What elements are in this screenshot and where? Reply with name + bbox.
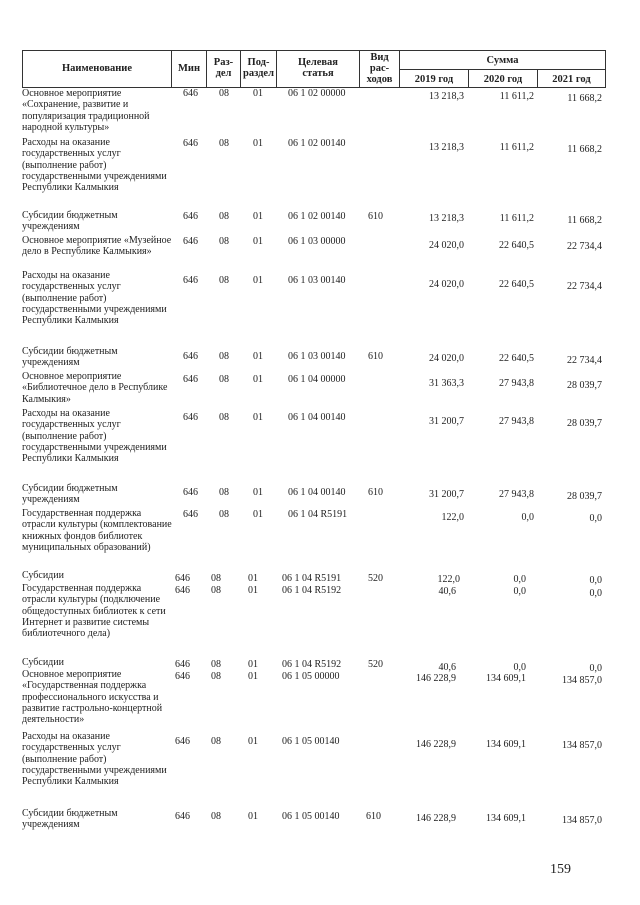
- row-min: 646: [183, 275, 198, 286]
- header-name: Наименование: [62, 63, 132, 74]
- row-podrazdel: 01: [248, 736, 258, 747]
- row-target: 06 1 03 00140: [288, 351, 346, 362]
- row-podrazdel: 01: [248, 659, 258, 670]
- row-sum-2020: 11 611,2: [499, 213, 534, 224]
- row-vid: 610: [368, 351, 383, 362]
- row-podrazdel: 01: [253, 509, 263, 520]
- row-sum-2019: 146 228,9: [416, 813, 456, 824]
- row-podrazdel: 01: [253, 487, 263, 498]
- header-2021: 2021 год: [552, 74, 591, 85]
- header-target: Целевая статья: [298, 57, 338, 79]
- row-sum-2019: 24 020,0: [429, 279, 464, 290]
- row-target: 06 1 03 00000: [288, 236, 346, 247]
- row-name: Расходы на оказание государственных услуг (выполнение работ) государственными учреждениями Республики Калмыкия: [22, 270, 167, 327]
- row-sum-2021: 11 668,2: [567, 93, 602, 104]
- row-name: Государственная поддержка отрасли культуры (подключение общедоступных библиотек к сети Интернет и развитие системы библиотечного дела): [22, 583, 166, 640]
- row-razdel: 08: [219, 412, 229, 423]
- row-sum-2021: 22 734,4: [567, 355, 602, 366]
- row-sum-2021: 22 734,4: [567, 241, 602, 252]
- row-sum-2021: 134 857,0: [562, 815, 602, 826]
- row-vid: 520: [368, 659, 383, 670]
- header-min: Мин: [177, 63, 200, 74]
- row-name: Субсидии: [22, 570, 64, 581]
- row-razdel: 08: [219, 138, 229, 149]
- row-sum-2021: 0,0: [589, 588, 602, 599]
- row-podrazdel: 01: [248, 585, 258, 596]
- row-sum-2019: 146 228,9: [416, 739, 456, 750]
- row-sum-2019: 13 218,3: [429, 213, 464, 224]
- row-target: 06 1 04 R5191: [282, 573, 342, 584]
- row-razdel: 08: [219, 275, 229, 286]
- row-sum-2020: 0,0: [513, 586, 526, 597]
- row-sum-2020: 11 611,2: [499, 91, 534, 102]
- row-razdel: 08: [211, 811, 221, 822]
- row-podrazdel: 01: [253, 88, 263, 99]
- row-name: Расходы на оказание государственных услуг (выполнение работ) государственными учреждениями Республики Калмыкия: [22, 408, 167, 465]
- row-podrazdel: 01: [253, 351, 263, 362]
- row-sum-2020: 22 640,5: [499, 353, 534, 364]
- row-podrazdel: 01: [253, 236, 263, 247]
- row-podrazdel: 01: [253, 374, 263, 385]
- row-sum-2020: 134 609,1: [486, 813, 526, 824]
- row-podrazdel: 01: [253, 275, 263, 286]
- row-min: 646: [175, 573, 190, 584]
- row-sum-2019: 13 218,3: [429, 142, 464, 153]
- row-sum-2021: 134 857,0: [562, 675, 602, 686]
- row-razdel: 08: [219, 236, 229, 247]
- row-min: 646: [183, 236, 198, 247]
- row-razdel: 08: [219, 211, 229, 222]
- row-sum-2019: 31 363,3: [429, 378, 464, 389]
- row-min: 646: [175, 736, 190, 747]
- row-vid: 520: [368, 573, 383, 584]
- row-sum-2020: 22 640,5: [499, 240, 534, 251]
- row-target: 06 1 04 00140: [288, 487, 346, 498]
- row-target: 06 1 02 00140: [288, 138, 346, 149]
- row-vid: 610: [366, 811, 381, 822]
- row-sum-2019: 24 020,0: [429, 240, 464, 251]
- row-name: Субсидии бюджетным учреждениям: [22, 808, 118, 831]
- row-vid: 610: [368, 487, 383, 498]
- row-name: Основное мероприятие «Государственная поддержка профессионального искусства и развитие гастрольно-концертной деятельности»: [22, 669, 163, 726]
- row-name: Субсидии бюджетным учреждениям: [22, 210, 118, 233]
- row-min: 646: [183, 351, 198, 362]
- row-name: Расходы на оказание государственных услуг (выполнение работ) государственными учреждениями Республики Калмыкия: [22, 731, 167, 788]
- row-min: 646: [183, 487, 198, 498]
- row-min: 646: [183, 211, 198, 222]
- row-target: 06 1 02 00140: [288, 211, 346, 222]
- row-target: 06 1 03 00140: [288, 275, 346, 286]
- row-name: Государственная поддержка отрасли культуры (комплектование книжных фондов библиотек муниципальных образований): [22, 508, 172, 553]
- row-name: Основное мероприятие «Сохранение, развитие и популяризация традиционной народной культуры»: [22, 88, 150, 133]
- row-sum-2021: 11 668,2: [567, 144, 602, 155]
- row-name: Субсидии бюджетным учреждениям: [22, 346, 118, 369]
- row-razdel: 08: [211, 671, 221, 682]
- row-razdel: 08: [219, 88, 229, 99]
- row-min: 646: [183, 509, 198, 520]
- row-sum-2021: 134 857,0: [562, 740, 602, 751]
- row-razdel: 08: [219, 374, 229, 385]
- row-target: 06 1 02 00000: [288, 88, 346, 99]
- row-sum-2020: 27 943,8: [499, 489, 534, 500]
- row-sum-2020: 11 611,2: [499, 142, 534, 153]
- row-min: 646: [183, 88, 198, 99]
- row-sum-2019: 13 218,3: [429, 91, 464, 102]
- header-podrazdel: Под- раздел: [243, 57, 274, 79]
- row-sum-2019: 40,6: [438, 662, 456, 673]
- row-sum-2021: 22 734,4: [567, 281, 602, 292]
- row-sum-2021: 0,0: [589, 663, 602, 674]
- row-target: 06 1 04 R5192: [282, 659, 342, 670]
- header-sum: Сумма: [486, 55, 519, 66]
- row-min: 646: [183, 412, 198, 423]
- row-sum-2021: 0,0: [589, 575, 602, 586]
- row-target: 06 1 04 00000: [288, 374, 346, 385]
- row-razdel: 08: [219, 351, 229, 362]
- row-name: Субсидии: [22, 657, 64, 668]
- row-podrazdel: 01: [253, 211, 263, 222]
- header-vid: Вид рас- ходов: [366, 52, 393, 85]
- row-sum-2020: 0,0: [521, 512, 534, 523]
- row-sum-2020: 134 609,1: [486, 739, 526, 750]
- row-sum-2019: 122,0: [437, 574, 460, 585]
- row-razdel: 08: [211, 573, 221, 584]
- row-min: 646: [175, 659, 190, 670]
- row-sum-2020: 0,0: [513, 574, 526, 585]
- row-name: Субсидии бюджетным учреждениям: [22, 483, 118, 506]
- row-sum-2019: 146 228,9: [416, 673, 456, 684]
- row-target: 06 1 05 00000: [282, 671, 340, 682]
- row-podrazdel: 01: [248, 811, 258, 822]
- row-razdel: 08: [219, 487, 229, 498]
- row-podrazdel: 01: [248, 671, 258, 682]
- header-razdel: Раз- дел: [213, 57, 234, 79]
- row-razdel: 08: [211, 736, 221, 747]
- row-sum-2020: 0,0: [513, 662, 526, 673]
- row-razdel: 08: [211, 585, 221, 596]
- row-name: Расходы на оказание государственных услуг (выполнение работ) государственными учреждениями Республики Калмыкия: [22, 137, 167, 194]
- row-sum-2019: 40,6: [438, 586, 456, 597]
- row-vid: 610: [368, 211, 383, 222]
- row-sum-2019: 24 020,0: [429, 353, 464, 364]
- row-min: 646: [183, 374, 198, 385]
- row-sum-2019: 122,0: [441, 512, 464, 523]
- row-sum-2021: 11 668,2: [567, 215, 602, 226]
- row-podrazdel: 01: [253, 138, 263, 149]
- row-target: 06 1 05 00140: [282, 736, 340, 747]
- row-sum-2019: 31 200,7: [429, 416, 464, 427]
- row-podrazdel: 01: [248, 573, 258, 584]
- row-min: 646: [175, 811, 190, 822]
- row-sum-2020: 27 943,8: [499, 416, 534, 427]
- row-min: 646: [175, 671, 190, 682]
- row-sum-2020: 22 640,5: [499, 279, 534, 290]
- row-target: 06 1 04 R5191: [288, 509, 348, 520]
- page-number: 159: [550, 862, 571, 877]
- row-razdel: 08: [219, 509, 229, 520]
- header-2020: 2020 год: [483, 74, 523, 85]
- row-target: 06 1 04 R5192: [282, 585, 342, 596]
- row-sum-2021: 28 039,7: [567, 380, 602, 391]
- row-sum-2020: 134 609,1: [486, 673, 526, 684]
- row-target: 06 1 05 00140: [282, 811, 340, 822]
- row-sum-2021: 28 039,7: [567, 418, 602, 429]
- row-min: 646: [175, 585, 190, 596]
- row-podrazdel: 01: [253, 412, 263, 423]
- row-name: Основное мероприятие «Музейное дело в Республике Калмыкия»: [22, 235, 172, 258]
- row-sum-2021: 28 039,7: [567, 491, 602, 502]
- row-sum-2021: 0,0: [589, 513, 602, 524]
- row-name: Основное мероприятие «Библиотечное дело в Республике Калмыкия»: [22, 371, 168, 405]
- row-min: 646: [183, 138, 198, 149]
- header-2019: 2019 год: [414, 74, 454, 85]
- row-target: 06 1 04 00140: [288, 412, 346, 423]
- row-razdel: 08: [211, 659, 221, 670]
- row-sum-2019: 31 200,7: [429, 489, 464, 500]
- row-sum-2020: 27 943,8: [499, 378, 534, 389]
